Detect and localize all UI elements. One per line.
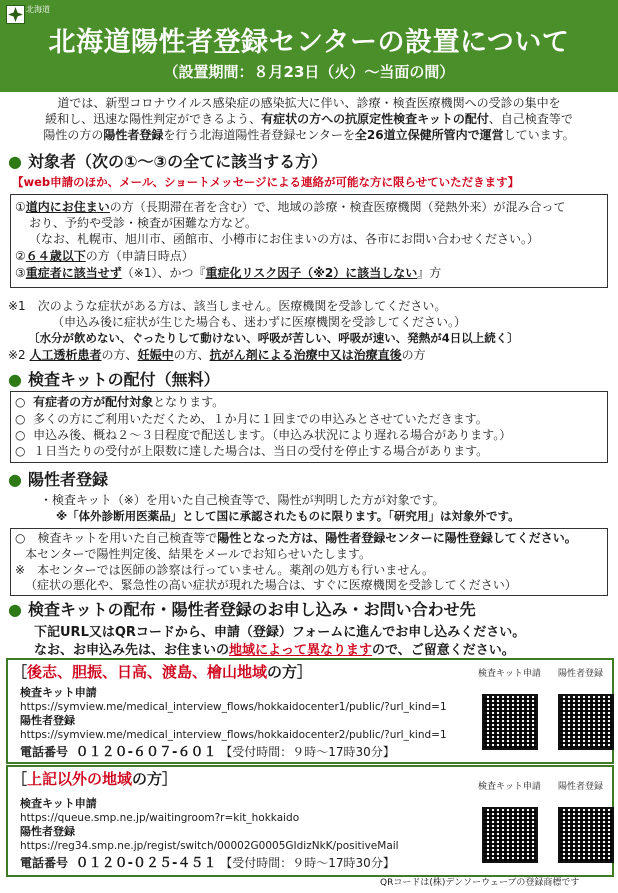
region-2-box [6,765,614,877]
region-2-phone: 電話番号 ０１２０-０２５-４５１ 【受付時間：９時～17時30分】 [20,856,395,871]
region-2-reg-url[interactable]: https://reg34.smp.ne.jp/regist/switch/00002G0005GIdizNkK/positiveMail [20,840,399,852]
region-2-kit-label: 検査キット申請 [20,797,97,810]
region-2-title: ［上記以外の地域の方］ [12,770,178,788]
section-heading-target: ● 対象者（次の①～③の全てに該当する方） [8,152,328,171]
hokkaido-logo-icon [6,5,25,24]
region-1-title: ［後志、胆振、日高、渡島、檜山地域の方］ [12,663,313,681]
intro-line-1: 道では、新型コロナウイルス感染症の感染拡大に伴い、診療・検査医療機関への受診の集中を [57,96,561,110]
region-2-qr-label-kit: 検査キット申請 [478,782,541,792]
kit-item-4: ○ １日当たりの受付が上限数に達した場合は、当日の受付を停止する場合があります。 [15,444,489,458]
region-1-reg-url[interactable]: https://symview.me/medical_interview_flows/hokkaidocenter2/public/?url_kind=1 [20,729,447,741]
kit-item-3: ○ 申込み後、概ね２～３日程度で配送します。（申込み状況により遅れる場合があります。） [15,428,512,442]
criterion-3: ③重症者に該当せず（※1）、かつ『重症化リスク因子（※2）に該当しない』方 [15,266,442,280]
target-criteria-box [10,194,608,288]
bullet-icon: ● [8,600,22,619]
intro-line-3: 陽性の方の陽性者登録を行う北海道陽性者登録センターを全26道立保健所管内で運営しています。 [43,128,575,142]
target-notice: 【web申請のほか、メール、ショートメッセージによる連絡が可能な方に限らせていただきます】 [12,175,520,189]
note-1-sub: （申込み後に症状が生じた場合も、迷わずに医療機関を受診してください。） [52,315,467,329]
region-1-qr-label-reg: 陽性者登録 [558,669,604,679]
registration-line-2: ※「体外診断用医薬品」として国に承認されたものに限ります。「研究用」は対象外です。 [56,509,520,523]
region-1-kit-label: 検査キット申請 [20,686,97,699]
region-1-qr-reg-icon[interactable] [558,694,614,750]
criterion-1-note: （なお、札幌市、旭川市、函館市、小樽市にお住まいの方は、各市にお問い合わせください。） [29,232,540,246]
criterion-2: ②６４歳以下の方（申請日時点） [15,249,194,263]
intro-paragraph [10,95,608,143]
bullet-icon: ● [8,370,22,389]
contact-line-1: 下記URL又はQRコードから、申請（登録）フォームに進んでお申し込みください。 [34,625,526,640]
region-1-phone: 電話番号 ０１２０-６０７-６０１ 【受付時間：９時～17時30分】 [20,745,395,760]
region-1-qr-label-kit: 検査キット申請 [478,669,541,679]
bullet-icon: ● [8,470,22,489]
region-2-kit-url[interactable]: https://queue.smp.ne.jp/waitingroom?r=kit_hokkaido [20,812,300,824]
contact-line-2: なお、お申込み先は、お住まいの地域によって異なりますので、ご留意ください。 [34,643,515,658]
region-2-reg-label: 陽性者登録 [20,825,75,838]
kit-item-1: ○ 有症者の方が配付対象となります。 [15,395,225,409]
region-1-qr-kit-icon[interactable] [482,694,538,750]
section-heading-registration: ● 陽性者登録 [8,470,108,489]
section-heading-contact: ● 検査キットの配布・陽性者登録のお申し込み・お問い合わせ先 [8,600,476,619]
logo-text: 北海道 [26,5,50,14]
region-2-qr-label-reg: 陽性者登録 [558,782,604,792]
kit-info-box [10,391,608,463]
note-1-symptoms: 〔水分が飲めない、ぐったりして動けない、呼吸が苦しい、呼吸が速い、発熱が4日以上続く〕 [28,331,519,345]
region-2-qr-kit-icon[interactable] [482,807,538,863]
region-1-kit-url[interactable]: https://symview.me/medical_interview_flows/hokkaidocenter1/public/?url_kind=1 [20,701,447,713]
registration-box-line-4: （症状の悪化や、緊急性の高い症状が現れた場合は、すぐに医療機関を受診してください） [25,578,517,592]
page-subtitle: （設置期間：８月23日（火）～当面の間） [163,63,455,81]
registration-info-box [10,528,608,596]
registration-line-1: ・検査キット（※）を用いた自己検査等で、陽性が判明した方が対象です。 [40,493,445,507]
footer-trademark-note: QRコードは(株)デンソーウェーブの登録商標です [380,878,580,888]
note-2: ※2 人工透析患者の方、妊娠中の方、抗がん剤による治療中又は治療直後の方 [8,348,426,362]
page-title: 北海道陽性者登録センターの設置について [48,27,570,58]
registration-box-line-3: ※ 本センターでは医師の診察は行っていません。薬剤の処方も行いません。 [15,563,435,577]
criterion-1: ①道内にお住まいの方（長期滞在者を含む）で、地域の診療・検査医療機関（発熱外来）が混み合って [15,200,566,214]
criterion-1-cont: おり、予約や受診・検査が困難な方など。 [29,216,258,230]
note-1: ※1 次のような症状がある方は、該当しません。医療機関を受診してください。 [8,299,447,313]
region-2-qr-reg-icon[interactable] [558,807,614,863]
region-1-box [6,658,614,764]
intro-line-2: 緩和し、迅速な陽性判定ができるよう、有症状の方への抗原定性検査キットの配付、自己検査等で [45,112,573,126]
bullet-icon: ● [8,152,22,171]
section-heading-kit: ● 検査キットの配付（無料） [8,370,220,389]
registration-box-line-2: 本センターで陽性判定後、結果をメールでお知らせいたします。 [25,547,371,561]
kit-item-2: ○ 多くの方にご利用いただくため、１か月に１回までの申込みとさせていただきます。 [15,412,488,426]
region-1-reg-label: 陽性者登録 [20,714,75,727]
registration-box-line-1: ○ 検査キットを用いた自己検査等で陽性となった方は、陽性者登録センターに陽性登録してください。 [15,531,577,545]
